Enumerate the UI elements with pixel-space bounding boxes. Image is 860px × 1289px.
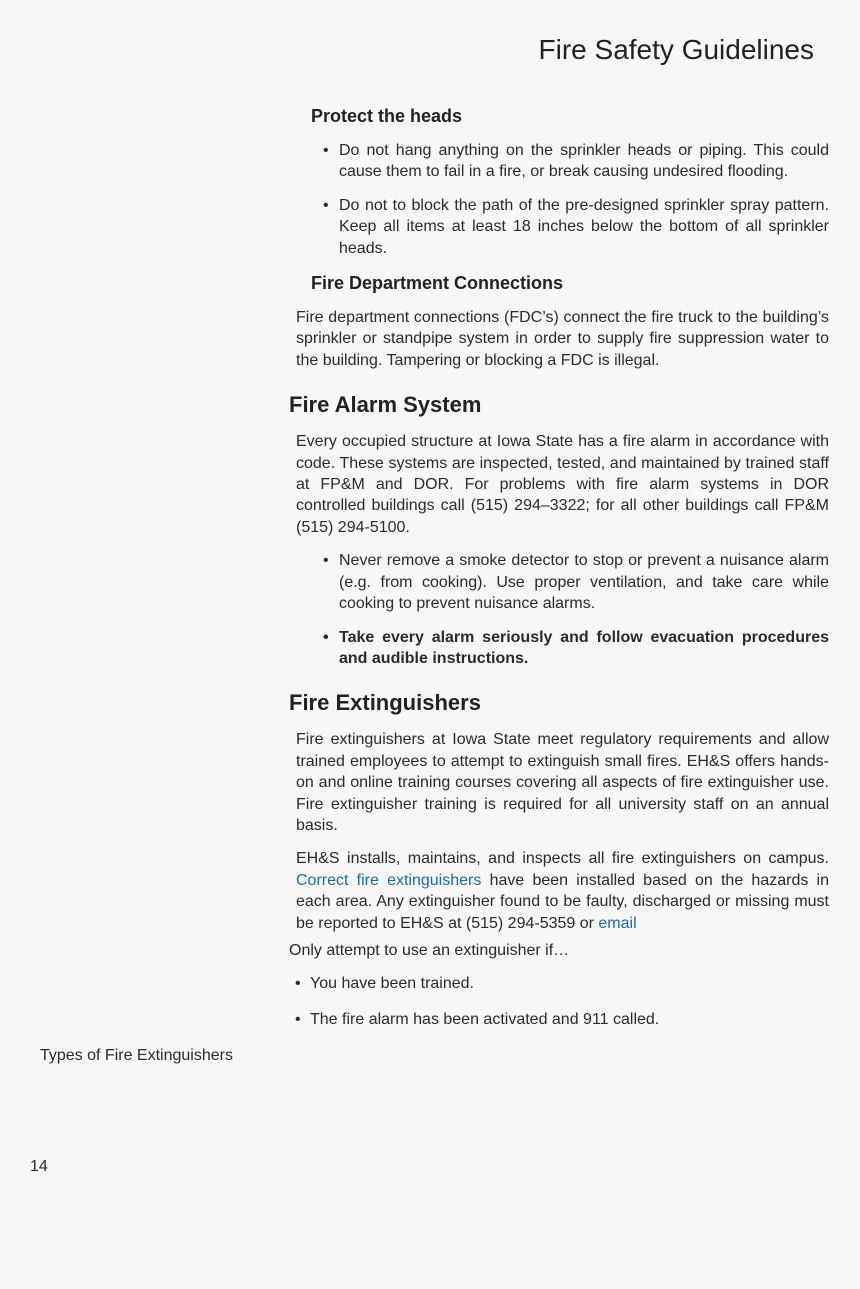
list-item-text: The fire alarm has been activated and 911 called. <box>310 1010 660 1028</box>
list-item <box>289 195 829 259</box>
bullet-icon: • <box>323 628 329 646</box>
list-item <box>289 550 829 614</box>
fdc-heading: Fire Department Connections <box>311 273 564 294</box>
bullet-icon: • <box>295 975 301 993</box>
only-attempt-text: Only attempt to use an extinguisher if… <box>289 941 570 959</box>
correct-fire-extinguishers-link[interactable]: Correct fire extinguishers <box>296 871 482 889</box>
protect-heads-list <box>289 140 829 259</box>
fire-alarm-paragraph: Every occupied structure at Iowa State has a fire alarm in accordance with code. These systems are inspected, tested, and maintained by trained staff at FP&M and DOR. For problems with fire alarm systems in DOR controlled buildings call (515) 294–3322; for all other buildings call FP&M (515) 294-5100. <box>296 433 829 536</box>
paragraph-text: EH&S installs, maintains, and inspects all fire extinguishers on campus. <box>296 850 829 868</box>
conditions-list <box>289 973 829 1030</box>
list-item <box>289 140 829 183</box>
list-item <box>289 1009 829 1030</box>
fire-extinguishers-heading: Fire Extinguishers <box>289 690 481 716</box>
bullet-icon: • <box>295 1010 301 1028</box>
sidebar-label: Types of Fire Extinguishers <box>40 1047 233 1064</box>
list-item-text: Do not to block the path of the pre-designed sprinkler spray pattern. Keep all items at least 18 inches below the bottom of all sprinkler heads. <box>339 196 829 257</box>
list-item-text: Never remove a smoke detector to stop or prevent a nuisance alarm (e.g. from cooking). Use proper ventilation, and take care while cooking to prevent nuisance alarms. <box>339 552 829 613</box>
fire-alarm-list <box>289 550 829 669</box>
main-content <box>289 104 829 1044</box>
bullet-icon: • <box>323 142 329 159</box>
paragraph-text: have been installed based on the hazards in each area. Any extinguisher found to be faulty, discharged or missing must be reported to EH&S at (515) 294-5359 or <box>296 871 830 932</box>
list-item <box>289 973 829 994</box>
list-item-text: Take every alarm seriously and follow evacuation procedures and audible instructions. <box>339 628 829 667</box>
page-title: Fire Safety Guidelines <box>538 34 814 65</box>
bullet-icon: • <box>323 196 329 214</box>
email-link[interactable]: email <box>598 914 637 932</box>
extinguishers-maintenance-paragraph <box>296 848 829 934</box>
page-number: 14 <box>30 1158 48 1175</box>
list-item <box>289 627 829 670</box>
extinguishers-paragraph: Fire extinguishers at Iowa State meet regulatory requirements and allow trained employees to attempt to extinguish small fires. EH&S offers hands-on and online training courses covering all aspects of fire extinguisher use. Fire extinguisher training is required for all university staff on an annual basis. <box>296 731 829 834</box>
fdc-paragraph: Fire department connections (FDC’s) connect the fire truck to the building’s sprinkler or standpipe system in order to supply fire suppression water to the building. Tampering or blocking a FDC is illegal. <box>296 309 829 369</box>
list-item-text: You have been trained. <box>310 975 474 993</box>
fire-alarm-heading: Fire Alarm System <box>289 392 482 418</box>
protect-heads-heading: Protect the heads <box>311 106 463 126</box>
list-item-text: Do not hang anything on the sprinkler heads or piping. This could cause them to fail in a fire, or break causing undesired flooding. <box>339 142 829 181</box>
bullet-icon: • <box>323 552 329 570</box>
